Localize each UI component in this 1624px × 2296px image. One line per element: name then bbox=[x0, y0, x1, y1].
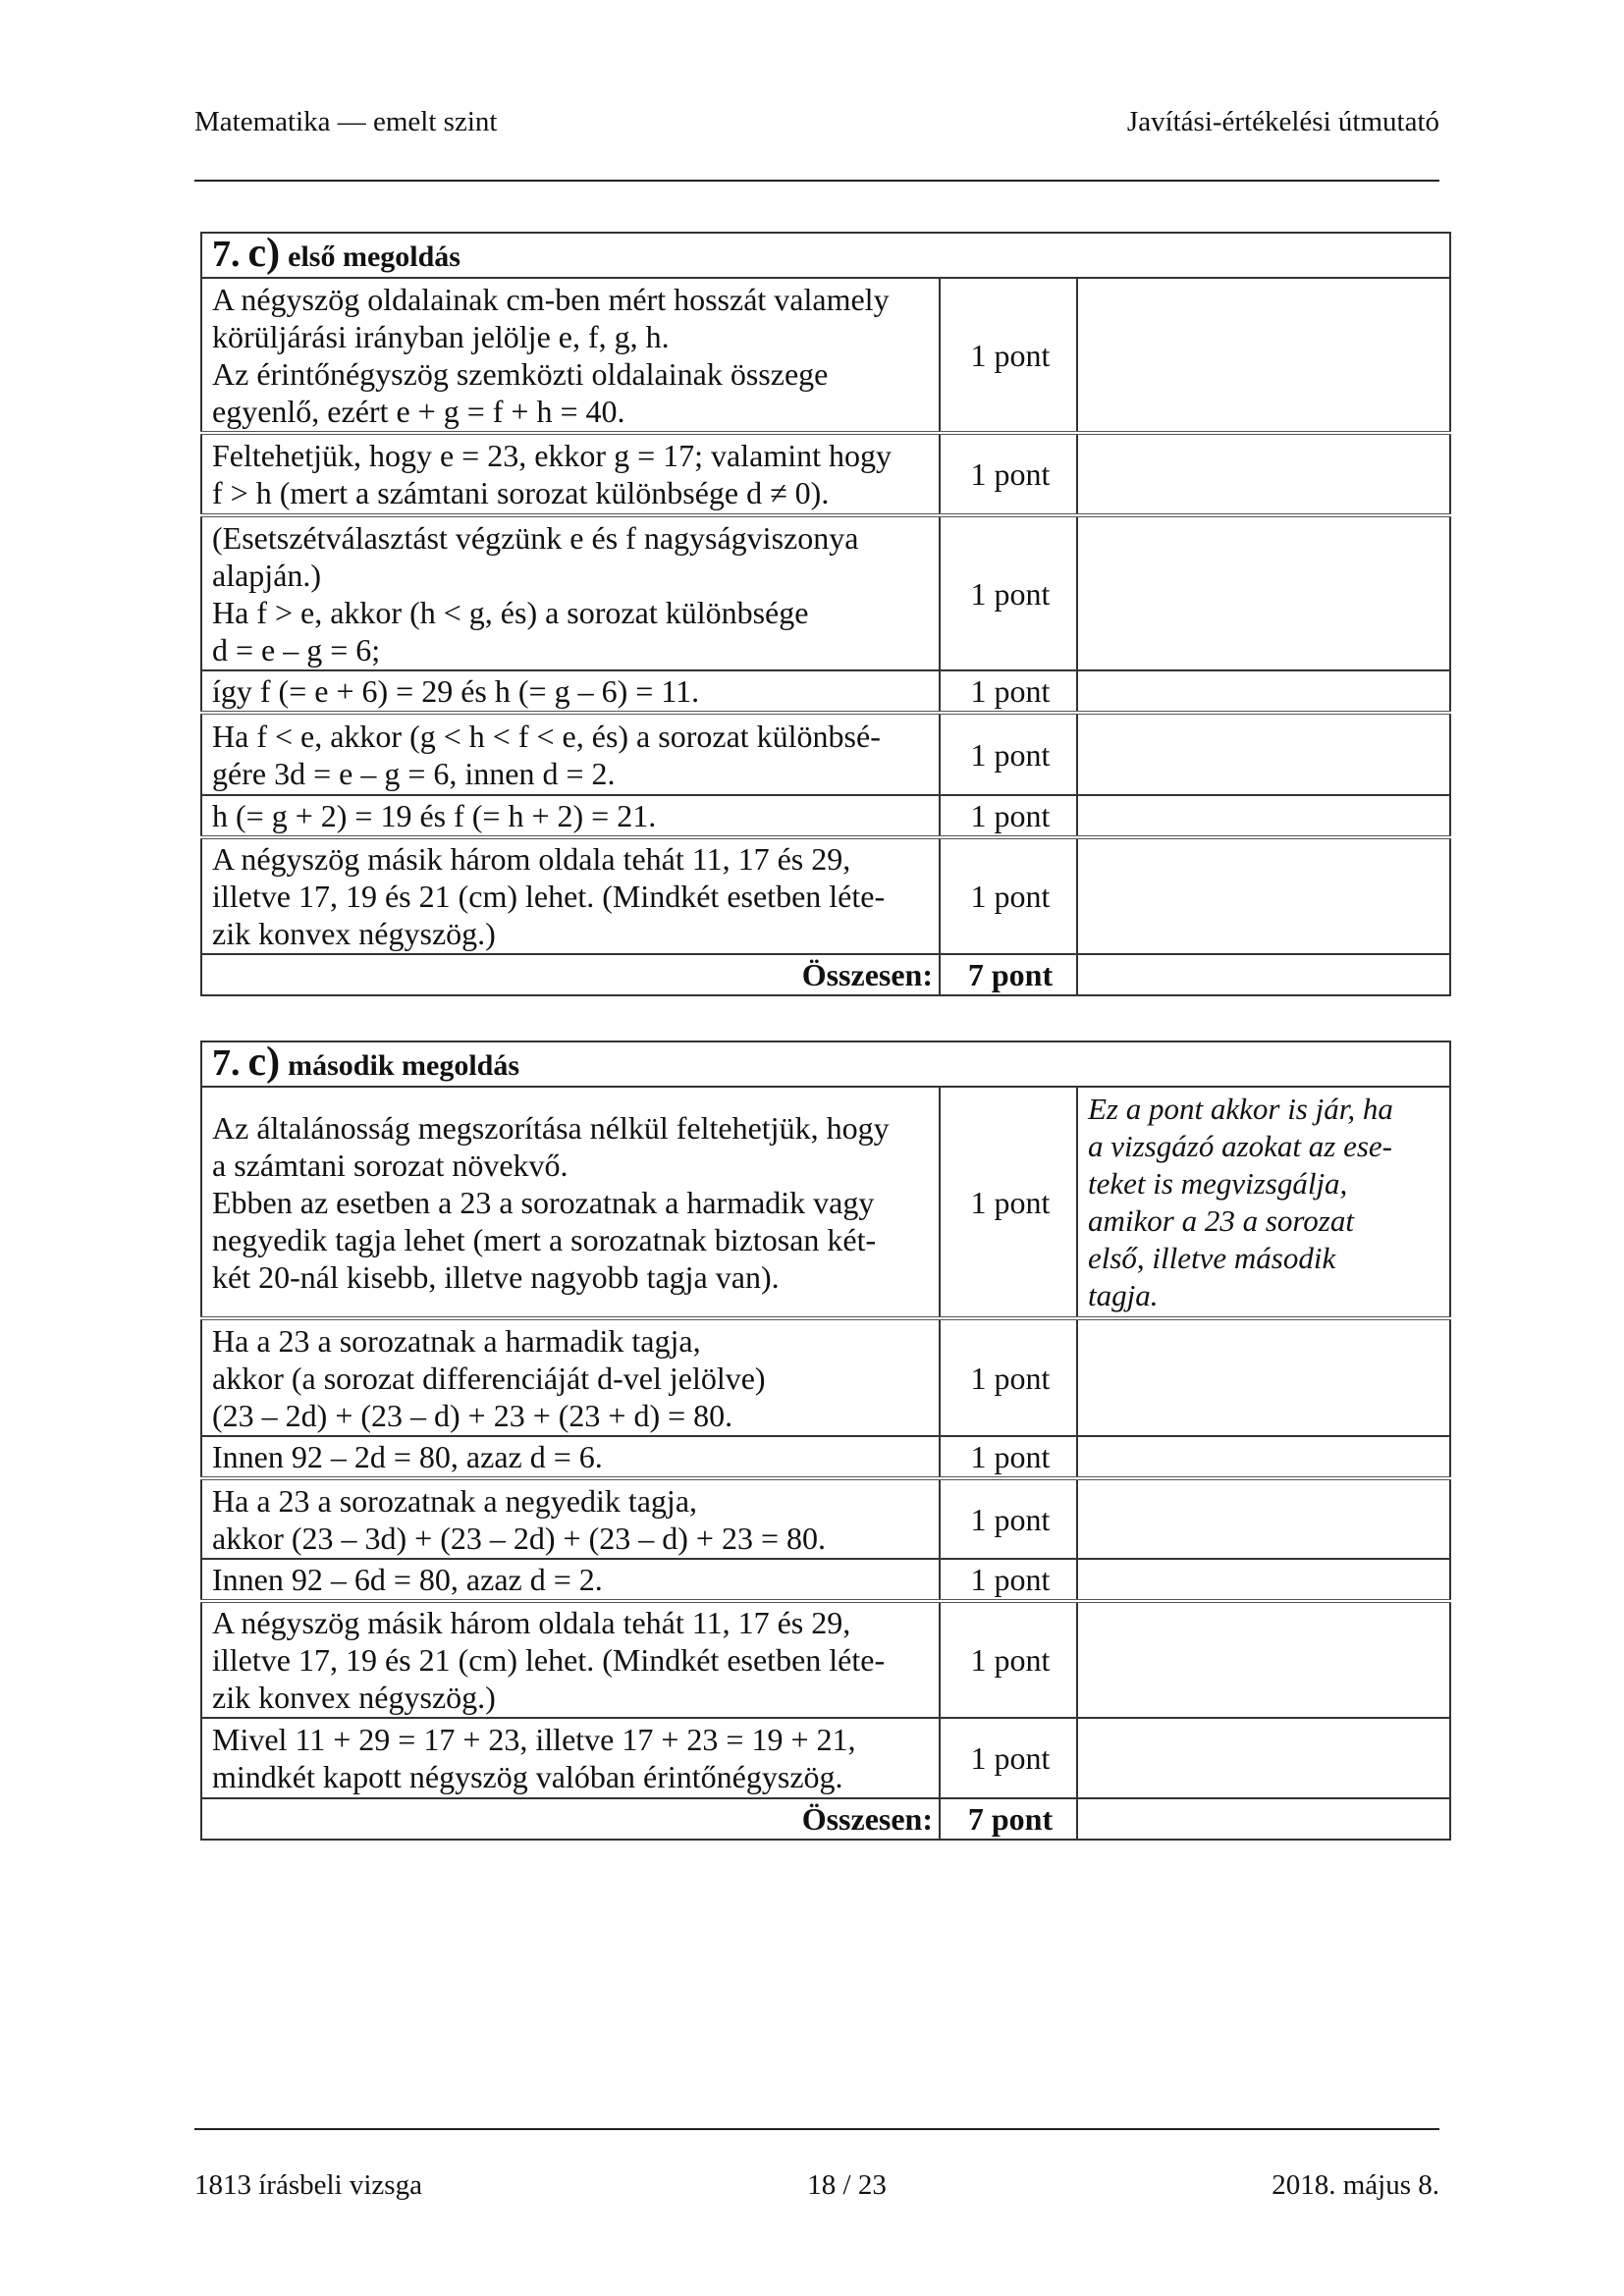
step-points: 1 pont bbox=[940, 278, 1077, 433]
total-note bbox=[1077, 1798, 1450, 1840]
step-note bbox=[1077, 1601, 1450, 1718]
step-points: 1 pont bbox=[940, 1436, 1077, 1478]
total-label: Összesen: bbox=[201, 1798, 940, 1840]
step-points: 1 pont bbox=[940, 1318, 1077, 1436]
table-row bbox=[201, 1559, 1450, 1601]
step-points: 1 pont bbox=[940, 713, 1077, 795]
footer-exam-id: 1813 írásbeli vizsga bbox=[194, 2169, 422, 2201]
step-note bbox=[1077, 1559, 1450, 1601]
page-number: 18 / 23 bbox=[807, 2169, 887, 2201]
solution-step-text: h (= g + 2) = 19 és f (= h + 2) = 21. bbox=[201, 795, 940, 837]
table-row bbox=[201, 1478, 1450, 1559]
table-row bbox=[201, 670, 1450, 713]
task-part: c) bbox=[247, 231, 281, 276]
step-points: 1 pont bbox=[940, 1559, 1077, 1601]
total-row bbox=[201, 954, 1450, 995]
exam-date: 2018. május 8. bbox=[1272, 2169, 1439, 2201]
table-row bbox=[201, 1718, 1450, 1798]
step-points: 1 pont bbox=[940, 1718, 1077, 1798]
step-points: 1 pont bbox=[940, 1478, 1077, 1559]
page-header bbox=[194, 106, 1439, 138]
task-part: c) bbox=[247, 1040, 281, 1085]
step-note bbox=[1077, 433, 1450, 515]
solution-table-first bbox=[200, 232, 1451, 996]
table-row bbox=[201, 1436, 1450, 1478]
step-note bbox=[1077, 795, 1450, 837]
solution-step-text: Ha f < e, akkor (g < h < f < e, és) a sorozat különbsé- gére 3d = e – g = 6, innen d = 2. bbox=[201, 713, 940, 795]
task-number: 7. bbox=[212, 234, 241, 275]
step-note bbox=[1077, 1318, 1450, 1436]
step-note bbox=[1077, 1718, 1450, 1798]
solution-table-second bbox=[200, 1041, 1451, 1841]
table-row bbox=[201, 1318, 1450, 1436]
total-points: 7 pont bbox=[940, 954, 1077, 995]
table-row bbox=[201, 1087, 1450, 1318]
header-guide-title: Javítási-értékelési útmutató bbox=[1126, 106, 1439, 137]
solution-step-text: A négyszög másik három oldala tehát 11, 17 és 29, illetve 17, 19 és 21 (cm) lehet. (Mindkét esetben léte- zik konvex négyszög.) bbox=[201, 837, 940, 954]
step-points: 1 pont bbox=[940, 1087, 1077, 1318]
step-points: 1 pont bbox=[940, 795, 1077, 837]
step-note bbox=[1077, 670, 1450, 713]
solution-step-text: Feltehetjük, hogy e = 23, ekkor g = 17; valamint hogy f > h (mert a számtani sorozat különbsége d ≠ 0). bbox=[201, 433, 940, 515]
step-points: 1 pont bbox=[940, 1601, 1077, 1718]
task-number: 7. bbox=[212, 1042, 241, 1084]
header-rule bbox=[194, 180, 1439, 182]
step-points: 1 pont bbox=[940, 837, 1077, 954]
step-note bbox=[1077, 1478, 1450, 1559]
header-subject: Matematika — emelt szint bbox=[194, 106, 498, 137]
table-row bbox=[201, 433, 1450, 515]
step-points: 1 pont bbox=[940, 433, 1077, 515]
footer-rule bbox=[194, 2128, 1439, 2130]
total-label: Összesen: bbox=[201, 954, 940, 995]
solution-step-text: Innen 92 – 2d = 80, azaz d = 6. bbox=[201, 1436, 940, 1478]
table-title bbox=[201, 233, 1450, 278]
step-note: Ez a pont akkor is jár, ha a vizsgázó azokat az ese- teket is megvizsgálja, amikor a 23 a sorozat első, illetve második tagja. bbox=[1077, 1087, 1450, 1318]
step-note bbox=[1077, 837, 1450, 954]
total-note bbox=[1077, 954, 1450, 995]
table-row bbox=[201, 837, 1450, 954]
total-points: 7 pont bbox=[940, 1798, 1077, 1840]
step-note bbox=[1077, 1436, 1450, 1478]
step-points: 1 pont bbox=[940, 515, 1077, 670]
table-row bbox=[201, 713, 1450, 795]
total-row bbox=[201, 1798, 1450, 1840]
table-row bbox=[201, 1601, 1450, 1718]
solution-step-text: Mivel 11 + 29 = 17 + 23, illetve 17 + 23 = 19 + 21, mindkét kapott négyszög valóban érintőnégyszög. bbox=[201, 1718, 940, 1798]
step-note bbox=[1077, 278, 1450, 433]
solution-step-text: Ha a 23 a sorozatnak a harmadik tagja, akkor (a sorozat differenciáját d-vel jelölve) (23 – 2d) + (23 – d) + 23 + (23 + d) = 80. bbox=[201, 1318, 940, 1436]
solution-step-text: Ha a 23 a sorozatnak a negyedik tagja, akkor (23 – 3d) + (23 – 2d) + (23 – d) + 23 = 80. bbox=[201, 1478, 940, 1559]
table-row bbox=[201, 278, 1450, 433]
solution-name: második megoldás bbox=[288, 1049, 520, 1082]
page-footer bbox=[194, 2169, 1439, 2202]
table-title-row bbox=[201, 1041, 1450, 1087]
solution-step-text: Az általánosság megszorítása nélkül feltehetjük, hogy a számtani sorozat növekvő. Ebben az esetben a 23 a sorozatnak a harmadik vagy negyedik tagja lehet (mert a sorozatnak biztosan két- két 20-nál kisebb, illetve nagyobb tagja van). bbox=[201, 1087, 940, 1318]
table-title-row bbox=[201, 233, 1450, 278]
solution-step-text: A négyszög oldalainak cm-ben mért hosszát valamely körüljárási irányban jelölje e, f, g, h. Az érintőnégyszög szemközti oldalainak összege egyenlő, ezért e + g = f + h = 40. bbox=[201, 278, 940, 433]
solution-step-text: Innen 92 – 6d = 80, azaz d = 2. bbox=[201, 1559, 940, 1601]
table-title bbox=[201, 1041, 1450, 1087]
solution-name: első megoldás bbox=[288, 240, 460, 273]
step-points: 1 pont bbox=[940, 670, 1077, 713]
step-note bbox=[1077, 515, 1450, 670]
table-row bbox=[201, 515, 1450, 670]
solution-step-text: A négyszög másik három oldala tehát 11, 17 és 29, illetve 17, 19 és 21 (cm) lehet. (Mindkét esetben léte- zik konvex négyszög.) bbox=[201, 1601, 940, 1718]
table-row bbox=[201, 795, 1450, 837]
solution-step-text: (Esetszétválasztást végzünk e és f nagyságviszonya alapján.) Ha f > e, akkor (h < g, és) a sorozat különbsége d = e – g = 6; bbox=[201, 515, 940, 670]
solution-step-text: így f (= e + 6) = 29 és h (= g – 6) = 11. bbox=[201, 670, 940, 713]
step-note bbox=[1077, 713, 1450, 795]
